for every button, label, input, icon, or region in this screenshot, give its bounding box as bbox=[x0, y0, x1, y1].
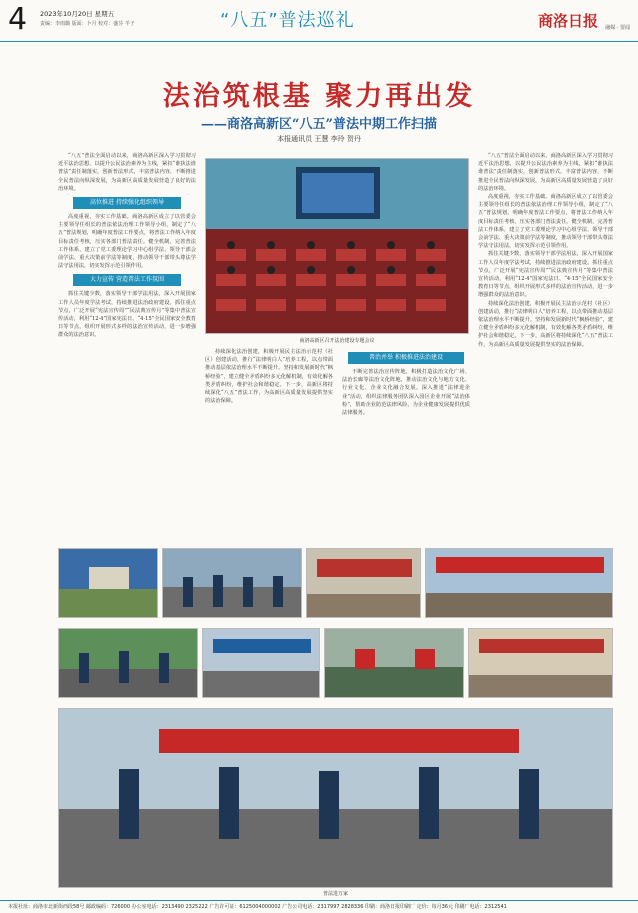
byline: 本报通讯员 王慧 李玲 贺丹 bbox=[277, 135, 361, 143]
intro-repeat: “八五”普法全面启动以来，商洛高新区深入学习贯彻习近平法治思想，以提升公民法治素养为主线，紧扣“谁执法谁普法”责任制落实，创新普法形式，丰富普法内容，不断推进全民普法向纵深发展，为高新区高质量发展营造了良好的法治环境。 bbox=[478, 153, 613, 192]
photo-grid-8 bbox=[468, 628, 613, 698]
photo-grid-1 bbox=[58, 548, 158, 618]
footer-info: 本报社址：商洛市北新街西段58号 邮政编码：726000 办公室电话：2313490 2325222 广告许可证：6125004000002 广告公司电话：2317997 2828336 印刷：商洛日报印刷厂 定价：每月36元 印刷厂电话：2312541 bbox=[0, 900, 638, 913]
photo-main-caption: 商洛高新区召开法治建设专题会议 bbox=[299, 338, 375, 344]
photo-grid-9-image bbox=[59, 709, 613, 888]
column-mid-left bbox=[205, 348, 333, 540]
photo-grid-9 bbox=[58, 708, 613, 888]
page-number: 4 bbox=[8, 2, 28, 37]
photo-grid-4 bbox=[425, 548, 613, 618]
photo-grid-7 bbox=[324, 628, 464, 698]
photo-grid-8-image bbox=[469, 629, 613, 698]
photo-main bbox=[205, 158, 469, 334]
section-heading-2: 大力宣传 营造普法工作氛围 bbox=[73, 274, 181, 286]
headline: 法治筑根基 聚力再出发 bbox=[162, 81, 476, 112]
photo-grid-2-image bbox=[163, 549, 302, 618]
section-title: “八五”普法巡礼 bbox=[220, 10, 355, 31]
column-left bbox=[58, 152, 196, 540]
column-mid-right bbox=[342, 348, 470, 540]
section-text-1: 高度重视，夯实工作基础。商洛高新区成立了以管委会主要领导任组长的普法依法治理工作领导小组，制定了“八五”普法规划，明确年度普法工作要点，将普法工作纳入年度目标责任考核，压实各部门普法责任。健全机制，完善普法工作体系，建立了党工委理论学习中心组学法、领导干部会前学法、重大决策前学法等制度，推动领导干部带头尊法学法守法用法，切实发挥示范引领作用。 bbox=[58, 214, 196, 270]
article-intro: “八五”普法全面启动以来，商洛高新区深入学习贯彻习近平法治思想，以提升公民法治素养为主线，紧扣“谁执法谁普法”责任制落实，创新普法形式，丰富普法内容，不断推进全民普法向纵深发展，为高新区高质量发展营造了良好的法治环境。 bbox=[58, 153, 196, 192]
photo-grid-6-image bbox=[203, 629, 320, 698]
section-text-4: 持续深化法治创建，积极开展民主法治示范村（社区）创建活动，推行“法律明白人”培养工程，以点带面推动基层依法治理水平不断提升。坚持和发展新时代“枫桥经验”，建立健全矛盾纠纷多元化解机制，有效化解各类矛盾纠纷，维护社会和谐稳定。下一步，高新区将持续深化“八五”普法工作，为高新区高质量发展提供坚实的法治保障。 bbox=[205, 349, 333, 405]
subhead: ——商洛高新区“八五”普法中期工作扫描 bbox=[201, 117, 437, 132]
section-text-2-repeat: 抓住关键少数，落实领导干部学法用法，深入开展国家工作人员年度学法考试，持续推进法治政府建设。抓住重点节点，广泛开展“宪法宣传周”“民法典宣传月”等集中普法宣传活动，利用“12·4”国家宪法日、“4·15”全民国家安全教育日等节点，组织开展形式多样的法治宣传活动，进一步增强群众的法治意识。 bbox=[478, 251, 613, 299]
paper-edition: 融媒 · 要闻 bbox=[605, 25, 630, 31]
photo-grid-2 bbox=[162, 548, 302, 618]
section-text-3: 不断完善法治宣传阵地，积极打造法治文化广场、法治长廊等法治文化阵地，推动法治文化与地方文化、行业文化、企业文化融合发展。深入推进“法律进企业”活动，组织法律服务团队深入园区企业开展“法治体检”，帮助企业防范法律风险，为企业健康发展提供优质法律服务。 bbox=[342, 369, 470, 417]
photo-grid-9-caption: 普法进万家 bbox=[322, 891, 348, 897]
photo-grid-5-image bbox=[59, 629, 198, 698]
photo-grid-4-image bbox=[426, 549, 613, 618]
photo-grid-3-image bbox=[307, 549, 421, 618]
issue-date: 2023年10月20日 星期五 bbox=[40, 10, 115, 18]
section-text-4-repeat: 持续深化法治创建，积极开展民主法治示范村（社区）创建活动，推行“法律明白人”培养工程，以点带面推动基层依法治理水平不断提升。坚持和发展新时代“枫桥经验”，建立健全矛盾纠纷多元化解机制，有效化解各类矛盾纠纷，维护社会和谐稳定。下一步，高新区将持续深化“八五”普法工作，为高新区高质量发展提供坚实的法治保障。 bbox=[478, 300, 613, 348]
issue-editor: 责编：李雨璐 版面：卜月 校对：盛芬 羊子 bbox=[40, 21, 135, 27]
photo-grid-1-image bbox=[59, 549, 158, 618]
photo-grid-3 bbox=[306, 548, 421, 618]
section-heading-1: 高位推进 持续强化组织领导 bbox=[73, 197, 181, 209]
photo-grid-6 bbox=[202, 628, 320, 698]
photo-grid-7-image bbox=[325, 629, 464, 698]
masthead bbox=[0, 0, 638, 42]
photo-grid-5 bbox=[58, 628, 198, 698]
paper-logo: 商洛日报 bbox=[537, 12, 598, 30]
section-text-1-repeat: 高度重视，夯实工作基础。商洛高新区成立了以管委会主要领导任组长的普法依法治理工作领导小组，制定了“八五”普法规划，明确年度普法工作要点，将普法工作纳入年度目标责任考核，压实各部门普法责任。健全机制，完善普法工作体系，建立了党工委理论学习中心组学法、领导干部会前学法、重大决策前学法等制度，推动领导干部带头尊法学法守法用法，切实发挥示范引领作用。 bbox=[478, 194, 613, 250]
section-heading-3: 普治并举 积极推进法治建设 bbox=[348, 352, 464, 364]
section-text-2: 抓住关键少数，落实领导干部学法用法，深入开展国家工作人员年度学法考试，持续推进法治政府建设。抓住重点节点，广泛开展“宪法宣传周”“民法典宣传月”等集中普法宣传活动，利用“12·4”国家宪法日、“4·15”全民国家安全教育日等节点，组织开展形式多样的法治宣传活动，进一步增强群众的法治意识。 bbox=[58, 291, 196, 339]
photo-meeting-image bbox=[206, 159, 469, 334]
column-right bbox=[478, 152, 613, 540]
